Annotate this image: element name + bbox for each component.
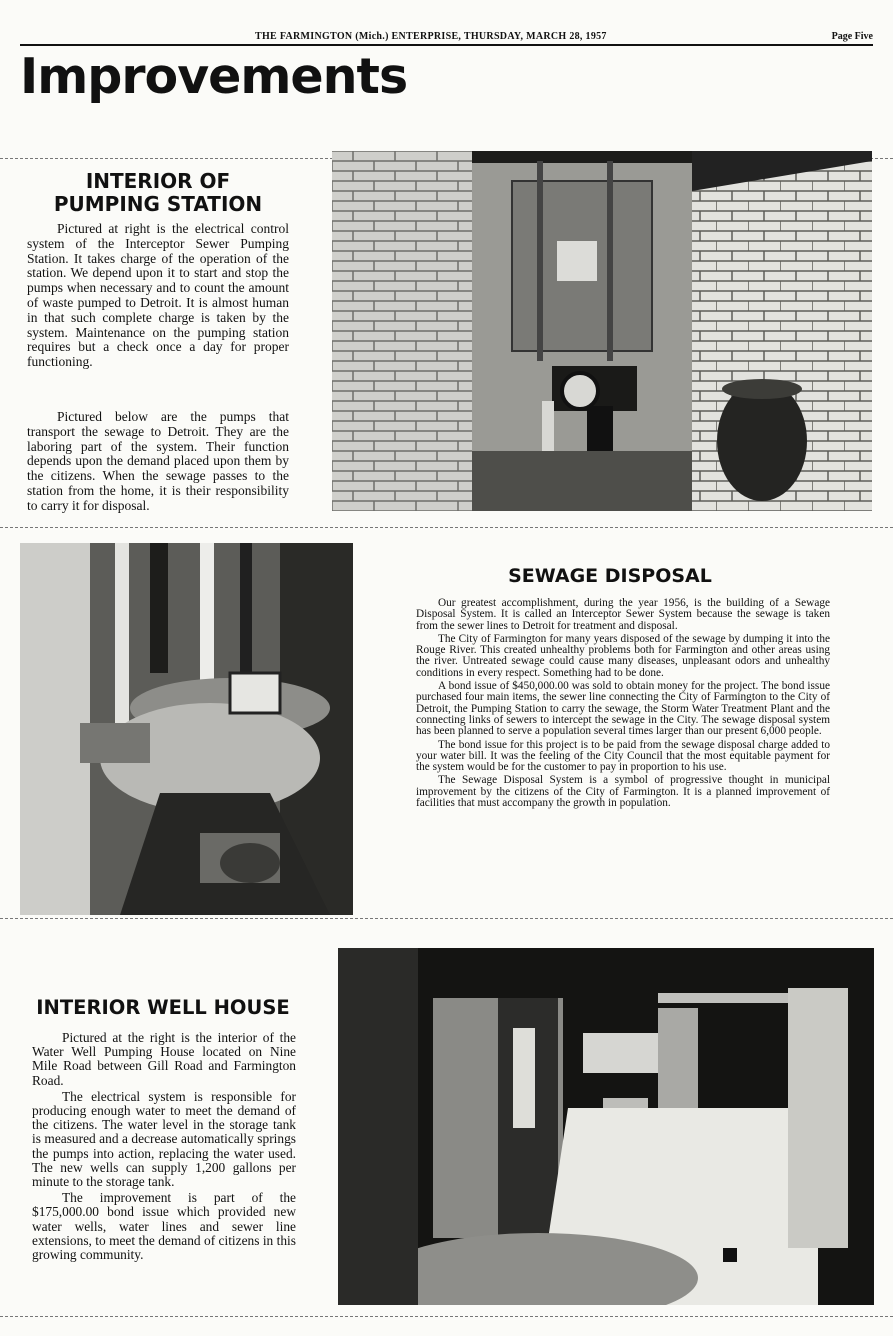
well-house-photo — [338, 948, 874, 1305]
pumping-station-title — [28, 170, 288, 216]
sewage-paragraph-1: Our greatest accomplishment, during the year 1956, is the building of a Sewage Disposal System. It is called an Interceptor Sewer System because the sewage is taken from the sewer lines to Detroit for treatment and disposal. — [416, 597, 830, 632]
pumping-paragraph-2: Pictured below are the pumps that transport the sewage to Detroit. They are the laboring part of the system. Their function depends upon the demand placed upon them by the citizens. When the sewage passes to the station from the home, it is their responsibility to carry it for disposal. — [27, 408, 289, 513]
page-headline: Improvements — [20, 48, 408, 105]
pump-photo — [20, 543, 353, 915]
divider — [0, 1316, 893, 1317]
pumping-station-text — [27, 222, 289, 514]
page-number: Page Five — [831, 31, 873, 42]
divider — [0, 527, 893, 528]
sewage-disposal-title: SEWAGE DISPOSAL — [508, 565, 712, 587]
well-paragraph-3: The improvement is part of the $175,000.00 bond issue which provided new water wells, water lines and sewer line extensions, to meet the demand of citizens in this growing community. — [32, 1190, 296, 1263]
well-house-title: INTERIOR WELL HOUSE — [36, 996, 290, 1019]
sewage-paragraph-5: The Sewage Disposal System is a symbol of progressive thought in municipal improvement by the citizens of the City of Farmington. It is a planned improvement of facilities that must accompany the growth in population. — [416, 774, 830, 810]
pumping-title-line1: INTERIOR OF — [85, 169, 231, 193]
sewage-disposal-text — [416, 598, 830, 811]
control-panel-photo — [332, 151, 872, 511]
pumping-paragraph-1: Pictured at right is the electrical control system of the Interceptor Sewer Pumping Station. It takes charge of the operation of the station. We depend upon it to start and stop the pumps when necessary and to count the amount of waste pumped to Detroit. It is almost human in that such complete charge is taken by the system. Maintenance on the pumping station requires but a check once a day for proper functioning. — [27, 221, 289, 370]
paper-dateline: THE FARMINGTON (Mich.) ENTERPRISE, THURSDAY, MARCH 28, 1957 — [255, 31, 607, 42]
pumping-title-line2: PUMPING STATION — [53, 192, 263, 216]
well-paragraph-1: Pictured at the right is the interior of the Water Well Pumping House located on Nine Mile Road between Gill Road and Farmington Road. — [32, 1030, 296, 1088]
sewage-paragraph-4: The bond issue for this project is to be paid from the sewage disposal charge added to your water bill. It was the feeling of the City Council that the most equitable payment for the system would be for the customer to pay in proportion to his use. — [416, 738, 830, 774]
sewage-paragraph-2: The City of Farmington for many years disposed of the sewage by dumping it into the Rouge River. This created unhealthy problems both for Farmington and other areas using the river. Untreated sewage could cause many diseases, unpleasant odors and unhealthy conditions in every respect. Something had to be done. — [416, 632, 830, 679]
well-paragraph-2: The electrical system is responsible for producing enough water to meet the demand of the citizens. The water level in the storage tank is measured and a decrease automatically springs the pumps into action, replacing the water used. The new wells can supply 1,200 gallons per minute to the storage tank. — [32, 1088, 296, 1190]
divider — [0, 918, 893, 919]
masthead — [20, 30, 873, 46]
well-house-photo-art — [338, 948, 874, 1305]
control-panel-photo-art — [332, 151, 872, 511]
well-house-text — [32, 1031, 296, 1262]
pump-photo-art — [20, 543, 353, 915]
sewage-paragraph-3: A bond issue of $450,000.00 was sold to obtain money for the project. The bond issue purchased four main items, the sewer line connecting the City of Farmington to the City of Detroit, the Pumping Station to carry the sewage, the Storm Water Treatment Plant and the connecting links of sewers to intercept the sewage in the City. The sewage disposal system has been planned to serve a population several times larger than our present 6,000 people. — [416, 680, 830, 738]
